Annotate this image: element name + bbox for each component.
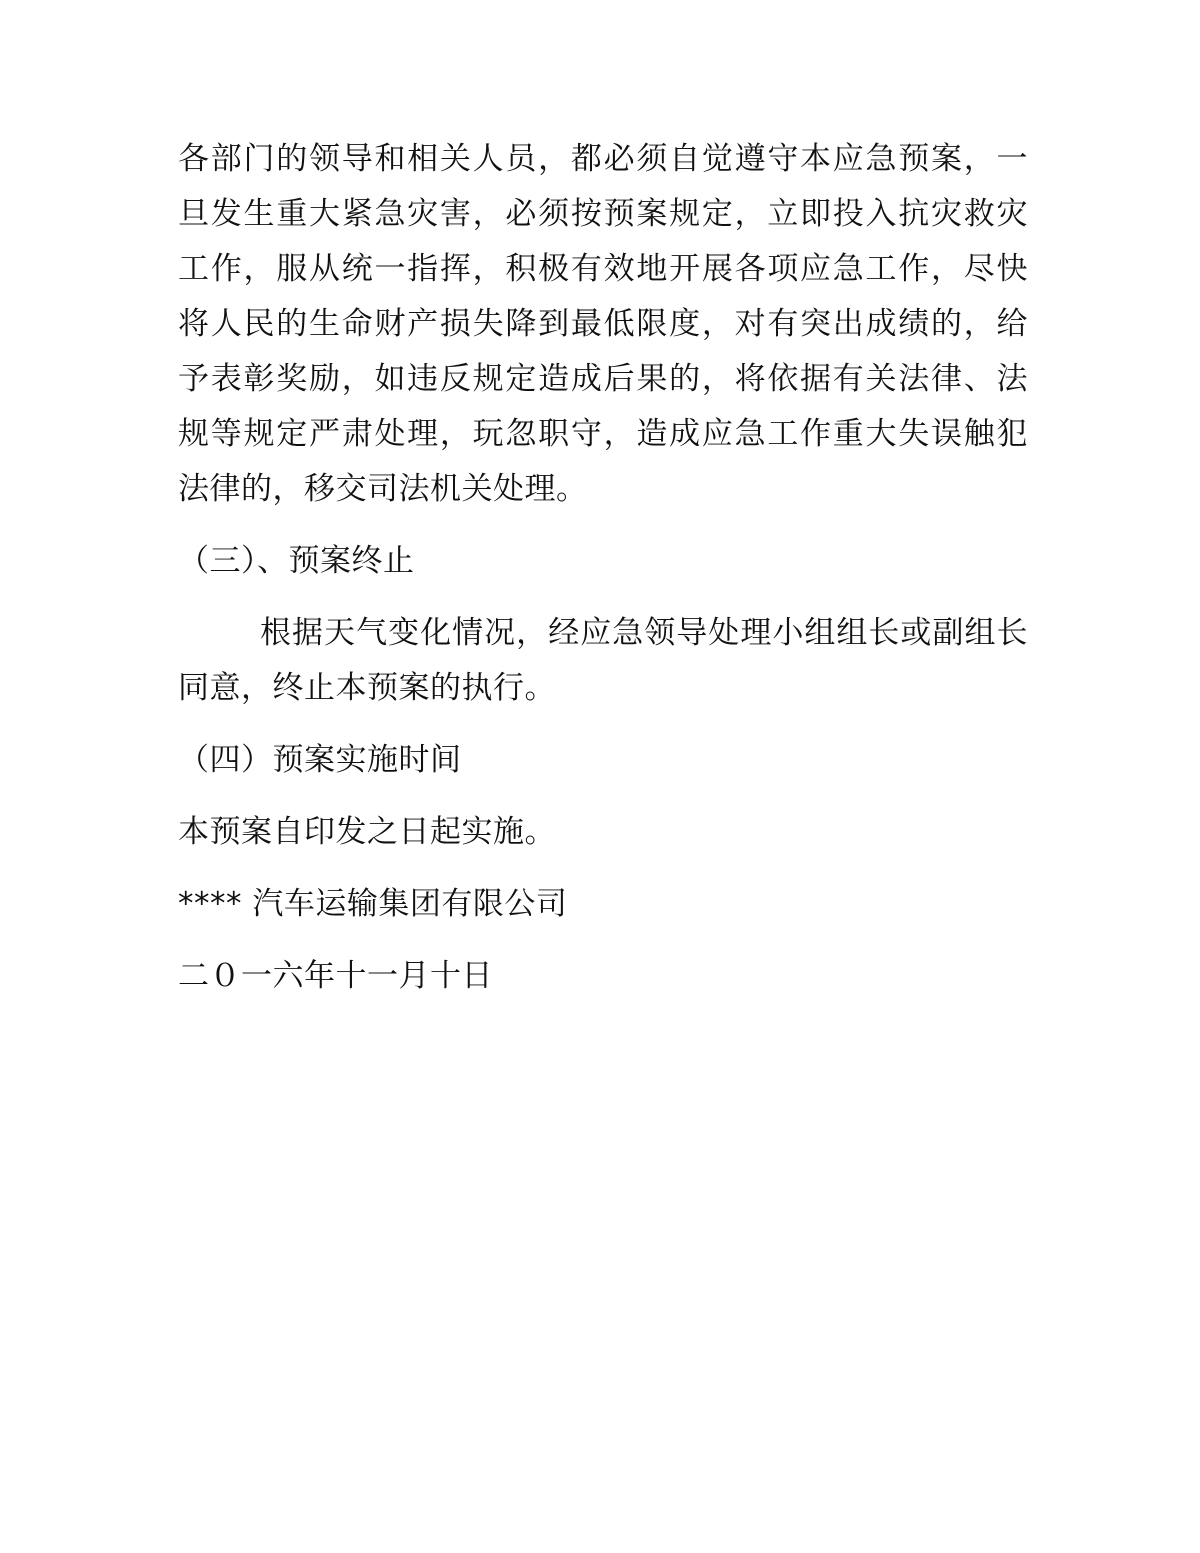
document-date: 二０一六年十一月十日 bbox=[178, 958, 493, 994]
document-content bbox=[178, 132, 1028, 1004]
section-heading-plan-termination: （三）、预案终止 bbox=[178, 543, 415, 579]
implementation-paragraph: 本预案自印发之日起实施。 bbox=[178, 814, 556, 850]
section-heading-implementation-time: （四）预案实施时间 bbox=[178, 742, 462, 778]
company-name: **** 汽车运输集团有限公司 bbox=[178, 886, 568, 922]
termination-paragraph: 根据天气变化情况，经应急领导处理小组组长或副组长同意，终止本预案的执行。 bbox=[178, 615, 1028, 706]
responsibility-paragraph: 各部门的领导和相关人员，都必须自觉遵守本应急预案，一旦发生重大紧急灾害，必须按预案规定，立即投入抗灾救灾工作，服从统一指挥，积极有效地开展各项应急工作，尽快将人民的生命财产损失降到最低限度，对有突出成绩的，给予表彰奖励，如违反规定造成后果的，将依据有关法律、法规等规定严肃处理，玩忽职守，造成应急工作重大失误触犯法律的，移交司法机关处理。 bbox=[178, 141, 1028, 507]
